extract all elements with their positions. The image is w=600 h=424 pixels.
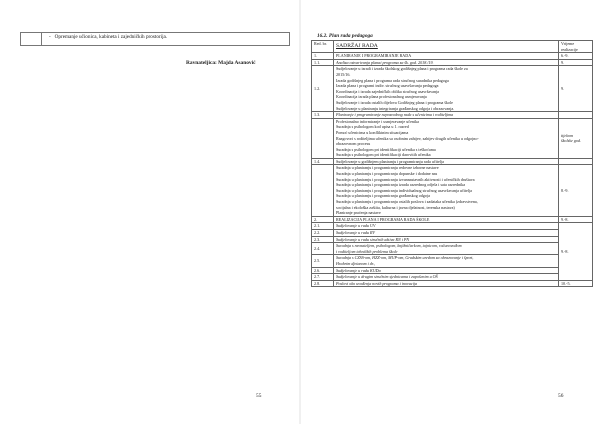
row-num: 2.6. (312, 267, 334, 274)
row-time: 9.-8. (559, 223, 593, 280)
table-row (312, 280, 593, 287)
row-text: Sudjelovanje u godišnjem planiranju i programiranju rada učitelja (334, 158, 559, 165)
row-time: 9.-8. (559, 216, 593, 223)
page-number: 55 (256, 393, 262, 399)
page-number: 56 (558, 393, 564, 399)
row-time: 10.-5. (559, 280, 593, 287)
row-time: 8.-9. (559, 165, 593, 216)
line: Izrada plana i programi indiv. stručnog usavršavanja pedagoga (336, 83, 439, 89)
line: Pomoć učenicima u konfliktnim situacijama (336, 129, 409, 135)
table-row (312, 165, 593, 216)
right-page (301, 0, 600, 424)
line: Suradnja s ravnateljem, psihologom, knjižničarkom, tajnicom, računovođom (336, 243, 462, 249)
row-num (312, 165, 334, 216)
row-text: Sudjelovanje u drugim stručnim sjednicama i zapošenim u OŠ (334, 274, 559, 281)
row-text (334, 118, 559, 158)
line: Razgovori s roditeljima učenika sa osobnim zahtjev, zahtjev drugih učenika u odgojno- (336, 135, 479, 141)
line: socijalna i ekološka zaštita, kulturna i javna djelatnost, terenska nastava) (336, 204, 455, 210)
line: Suradnja s psihologom kod upisa u 1. razred (336, 124, 409, 130)
row-time (559, 158, 593, 165)
line: Hrabrim djetanom i dr., (336, 260, 376, 266)
left-page (0, 0, 299, 424)
line: i voditeljom tehničkih problema škole (336, 248, 398, 254)
line: Suradnja u planiranju i programiranju građanskog odgoja (336, 193, 430, 199)
row-time: 6.-9. (559, 53, 593, 60)
line: Suradnja u planiranju i programiranju redovne izborne nastave (336, 165, 439, 171)
table-row (312, 230, 593, 237)
table-row (312, 223, 593, 230)
row-text (334, 243, 559, 255)
row-num: 2.4. (312, 243, 334, 255)
line: 2015/16. (336, 71, 351, 77)
line: Suradnja u planiranju i programiranju dopunske i dodatne nas (336, 171, 438, 177)
row-time (559, 112, 593, 119)
row-text: REALIZACIJA PLANA I PROGRAMA RADA ŠKOLE (334, 216, 559, 223)
row-num: 2. (312, 216, 334, 223)
line: Planiranje praćenja nastave (336, 210, 381, 216)
row-num: 2.8. (312, 280, 334, 287)
line: Sudjelovanje u planiranju integriranja građanskog odgoja i obrazovanja. (336, 105, 455, 111)
header-content: SADRŽAJ RADA (334, 41, 559, 53)
section-row (312, 53, 593, 60)
row-num: 1.1. (312, 59, 334, 66)
list-item: - Opremanje učionica, kabineta i zajedničkih prostorija. (49, 34, 168, 40)
row-text: Sudjelovanje u radu KUDa (334, 267, 559, 274)
row-text (334, 66, 559, 112)
row-num: 1.2. (312, 66, 334, 112)
line: Izrada godišnjeg plana i programa rada stručnog suradnika pedagoga (336, 77, 449, 83)
table-row (312, 255, 593, 267)
row-time (559, 118, 593, 158)
line: Koordinacija izrada plana profesionalnog usmjeravanja (336, 94, 427, 100)
line: Profesionalno informiranje i usmjeravanje učenika (336, 118, 419, 124)
line: Koordinacija i izrada zajedničkih oblika stručnog usavršavanja (336, 88, 439, 94)
row-time: 9. (559, 66, 593, 112)
line: obrazovnom procesu (336, 141, 371, 147)
row-text: Sudjelovanje u radu UV (334, 223, 559, 230)
plan-table (311, 40, 593, 287)
section-title: 16.2. Plan rada pedagoga (317, 33, 373, 39)
row-text: PLANIRANJE I PROGRAMIRANJE RADA (334, 53, 559, 60)
row-text: Sudjelovanje u radu RV (334, 230, 559, 237)
row-num: 2.5. (312, 255, 334, 267)
row-text: Sudjelovanje u radu stručnih aktiva RN i PN (334, 236, 559, 243)
line: Suradnja s psihologom pri identifikaciji darovitih učenika (336, 152, 431, 158)
row-num: 1.4. (312, 158, 334, 165)
line: tijekom (561, 132, 574, 138)
header-row (312, 41, 593, 53)
row-num: 2.2. (312, 230, 334, 237)
line: Suradnja s CZSS-om, HZZ-om, MUP-om, Gradskim uredom za obrazovanje i šport, (336, 255, 474, 261)
line: školske god. (561, 138, 582, 144)
row-text: Poslovi oko uvođenja novih programa i inovacija (334, 280, 559, 287)
table-row (312, 59, 593, 66)
row-num: 1.3. (312, 112, 334, 119)
row-num (312, 118, 334, 158)
table-row (312, 66, 593, 112)
line: Suradnja u planiranju i programiranju izvannastavnih aktivnosti i učeničkih društava (336, 176, 475, 182)
row-num: 2.3. (312, 236, 334, 243)
table-row (312, 243, 593, 255)
signature: Ravnateljica: Majda Asanović (186, 60, 256, 66)
table-row (312, 236, 593, 243)
row-num: 2.7. (312, 274, 334, 281)
empty-cell (21, 32, 42, 45)
table-row (312, 118, 593, 158)
line: Suradnja s psihologom pri identifikaciji učenika s teškoćama (336, 146, 436, 152)
table-row (312, 112, 593, 119)
row-num: 1. (312, 53, 334, 60)
list-table-row (20, 32, 290, 46)
row-time: 9. (559, 59, 593, 66)
row-text: Planiranje i programiranje neposrednog rada s učenicima i roditeljima (334, 112, 559, 119)
row-num: 2.1. (312, 223, 334, 230)
line: Sudjelovanje u izradi i izrada školskog godišnjeg plana i programa rada škole za (336, 66, 468, 72)
header-time: Vrijeme realizacije (559, 41, 593, 53)
line: Sudjelovanje i izrada ostalih dijelova Godišnjeg plana i programa škole (336, 99, 453, 105)
line: Suradnja u planiranju i programiranju izrada razrednog odjela i sata razrednika (336, 182, 466, 188)
header-num: Red. br. (312, 41, 334, 53)
line: Suradnja u planiranju i programiranju individualnog stručnog usavršavanja učitelja (336, 187, 472, 193)
table-row (312, 158, 593, 165)
section-row (312, 216, 593, 223)
table-row (312, 267, 593, 274)
row-text (334, 165, 559, 216)
row-text (334, 255, 559, 267)
line: Suradnja u planiranju i programiranju ostalih poslova i zadataka učenika (zdravstvena, (336, 199, 478, 205)
table-row (312, 274, 593, 281)
row-text: Analiza ostvarivanja planai programa za šk. god. 2018./19. (334, 59, 559, 66)
